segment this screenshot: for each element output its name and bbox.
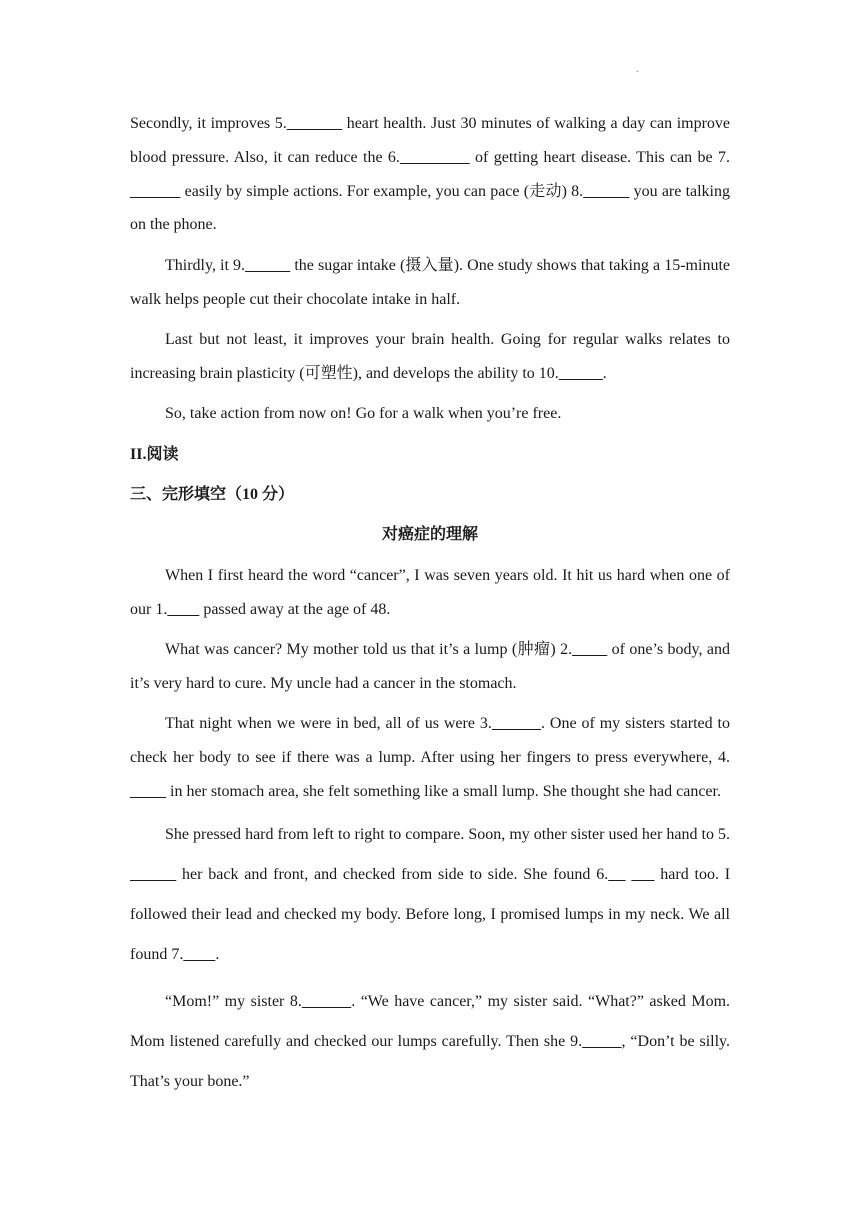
answer-blank [130, 183, 180, 200]
para-secondly [130, 107, 730, 242]
answer-blank [583, 183, 629, 200]
text-run: of getting heart disease. This can be 7. [469, 148, 731, 166]
text-run: heart health. Just 30 minutes of walking a day can improve blood pressure. Also, it can reduce the 6. [130, 115, 731, 166]
cloze-passage [130, 559, 730, 1102]
answer-blank [559, 365, 603, 382]
para-cancer-4 [130, 815, 730, 975]
para-cancer-5 [130, 982, 730, 1102]
text-run: her back and front, and checked from side to side. She found 6. [176, 866, 609, 884]
section-reading-heading: II.阅读 [130, 445, 179, 463]
answer-blank [400, 149, 470, 166]
text-run: . One of my sisters started to check her body to see if there was a lump. After using her fingers to press everywhere, 4. [130, 715, 730, 766]
answer-blank [183, 946, 215, 963]
answer-blank [582, 1033, 621, 1050]
para-cancer-3 [130, 707, 730, 808]
answer-blank [130, 866, 176, 883]
answer-blank [167, 601, 199, 618]
answer-blank [287, 115, 342, 132]
text-run: the sugar intake (摄入量). One study shows that taking a 15-minute walk helps people cut their chocolate intake in half. [130, 256, 730, 308]
passage-title: 对癌症的理解 [381, 526, 478, 544]
answer-blank [608, 866, 625, 883]
para-thirdly [130, 249, 730, 317]
text-run: Secondly, it improves 5. [130, 115, 287, 132]
answer-blank [631, 866, 654, 883]
text-run: She pressed hard from left to right to compare. Soon, my other sister used her hand to 5. [165, 826, 730, 844]
document-body [130, 107, 730, 1108]
text-run: That night when we were in bed, all of us were 3. [165, 715, 492, 733]
para-cancer-2 [130, 633, 730, 701]
text-run: you are talking on the phone. [130, 182, 730, 234]
text-run: passed away at the age of 48. [199, 600, 391, 618]
text-run: of one’s body, and it’s very hard to cure. My uncle had a cancer in the stomach. [130, 640, 730, 692]
para-so [130, 397, 730, 431]
reading-passage-walking [130, 107, 730, 431]
text-run: Last but not least, it improves your brain health. Going for regular walks relates to increasing brain plasticity (可塑性), and develops the ability to 10. [130, 330, 730, 382]
text-run: easily by simple actions. For example, you can pace (走动) 8. [180, 182, 584, 200]
text-run: What was cancer? My mother told us that it’s a lump (肿瘤) 2. [165, 640, 573, 658]
text-run: in her stomach area, she felt something like a small lump. She thought she had cancer. [166, 782, 721, 800]
answer-blank [245, 257, 290, 274]
text-run: . [215, 946, 220, 964]
text-run: So, take action from now on! Go for a walk when you’re free. [165, 405, 562, 423]
section-cloze-heading: 三、完形填空（10 分） [130, 485, 295, 503]
text-run: “Mom!” my sister 8. [165, 992, 302, 1010]
text-run: When I first heard the word “cancer”, I was seven years old. It hit us hard when one of our 1. [130, 566, 730, 618]
page-marker: . [636, 64, 639, 75]
text-run: Thirdly, it 9. [165, 256, 246, 274]
answer-blank [130, 783, 166, 800]
para-cancer-1 [130, 559, 730, 627]
text-run: , “Don’t be silly. That’s your bone.” [130, 1032, 731, 1090]
answer-blank [302, 993, 351, 1010]
answer-blank [492, 715, 541, 732]
para-last [130, 323, 730, 391]
text-run: hard too. I followed their lead and checked my body. Before long, I promised lumps in my neck. We all found 7. [130, 866, 731, 964]
answer-blank [572, 641, 607, 658]
text-run: . [602, 364, 607, 382]
text-run: . “We have cancer,” my sister said. “What?” asked Mom. Mom listened carefully and checked our lumps carefully. Then she 9. [130, 992, 731, 1050]
